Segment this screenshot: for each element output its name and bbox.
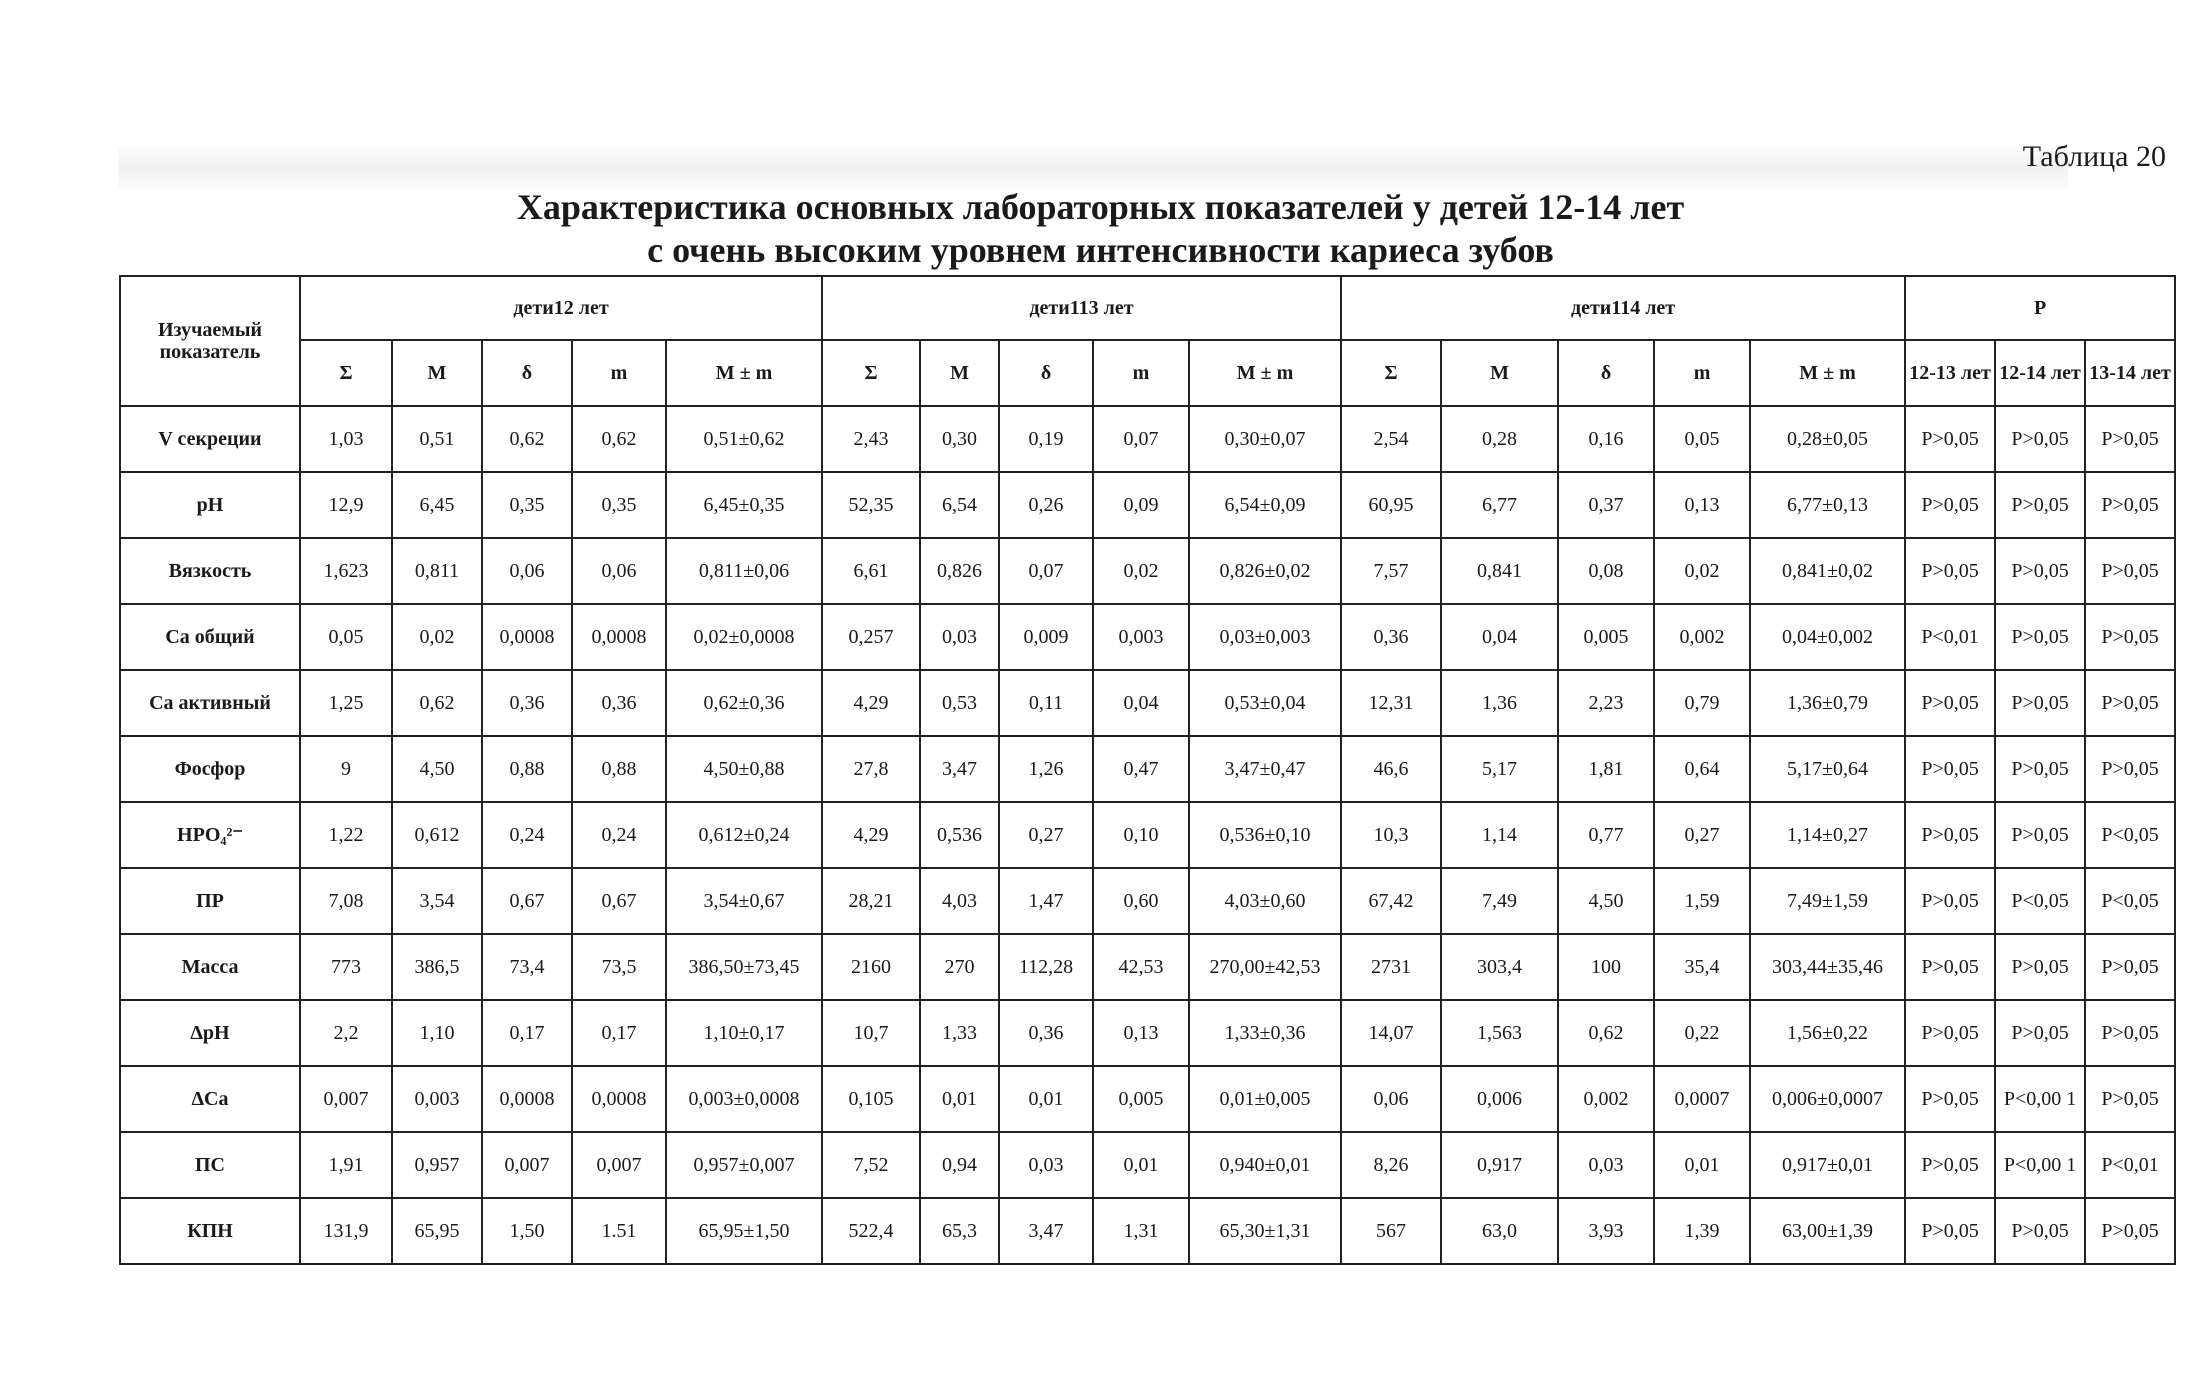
table-row	[120, 1132, 2175, 1198]
value-cell: 303,44±35,46	[1750, 934, 1905, 1000]
value-cell: 0,19	[999, 406, 1093, 472]
table-row	[120, 604, 2175, 670]
value-cell: 0,24	[572, 802, 666, 868]
p-value-cell: P>0,05	[1905, 1000, 1995, 1066]
value-cell: 0,03	[1558, 1132, 1654, 1198]
value-cell: 100	[1558, 934, 1654, 1000]
value-cell: 1,50	[482, 1198, 572, 1264]
value-cell: 0,51	[392, 406, 482, 472]
value-cell: 0,04±0,002	[1750, 604, 1905, 670]
value-cell: 27,8	[822, 736, 920, 802]
row-parameter-name: ПС	[120, 1132, 300, 1198]
value-cell: 3,47	[999, 1198, 1093, 1264]
value-cell: 0,02	[1654, 538, 1750, 604]
value-cell: 0,957±0,007	[666, 1132, 822, 1198]
row-parameter-name: pH	[120, 472, 300, 538]
row-parameter-name: ΔpH	[120, 1000, 300, 1066]
value-cell: 3,54±0,67	[666, 868, 822, 934]
value-cell: 0,47	[1093, 736, 1189, 802]
value-cell: 0,002	[1558, 1066, 1654, 1132]
value-cell: 0,003±0,0008	[666, 1066, 822, 1132]
p-value-cell: P>0,05	[2085, 472, 2175, 538]
value-cell: 522,4	[822, 1198, 920, 1264]
value-cell: 1,14±0,27	[1750, 802, 1905, 868]
value-cell: 5,17	[1441, 736, 1558, 802]
value-cell: 0,08	[1558, 538, 1654, 604]
value-cell: 1,10	[392, 1000, 482, 1066]
row-parameter-name: КПН	[120, 1198, 300, 1264]
value-cell: 1,26	[999, 736, 1093, 802]
value-cell: 4,50	[1558, 868, 1654, 934]
value-cell: 5,17±0,64	[1750, 736, 1905, 802]
table-row	[120, 934, 2175, 1000]
value-cell: 1,25	[300, 670, 392, 736]
value-cell: 2160	[822, 934, 920, 1000]
value-cell: 46,6	[1341, 736, 1441, 802]
value-cell: 0,06	[1341, 1066, 1441, 1132]
p-value-cell: P>0,05	[2085, 934, 2175, 1000]
value-cell: 0,17	[572, 1000, 666, 1066]
value-cell: 0,88	[572, 736, 666, 802]
value-cell: 2731	[1341, 934, 1441, 1000]
value-cell: 10,3	[1341, 802, 1441, 868]
value-cell: 0,64	[1654, 736, 1750, 802]
value-cell: 0,02	[1093, 538, 1189, 604]
value-cell: 1,36±0,79	[1750, 670, 1905, 736]
value-cell: 0,105	[822, 1066, 920, 1132]
table-row	[120, 472, 2175, 538]
value-cell: 112,28	[999, 934, 1093, 1000]
value-cell: 0,51±0,62	[666, 406, 822, 472]
value-cell: 0,811±0,06	[666, 538, 822, 604]
table-row	[120, 1066, 2175, 1132]
p-value-cell: P>0,05	[1995, 802, 2085, 868]
value-cell: 67,42	[1341, 868, 1441, 934]
value-cell: 0,30	[920, 406, 999, 472]
p-value-cell: P>0,05	[1905, 1198, 1995, 1264]
header-delta: δ	[999, 340, 1093, 406]
value-cell: 52,35	[822, 472, 920, 538]
p-value-cell: P>0,05	[1995, 406, 2085, 472]
value-cell: 0,13	[1654, 472, 1750, 538]
value-cell: 0,27	[999, 802, 1093, 868]
p-value-cell: P>0,05	[1905, 670, 1995, 736]
value-cell: 0,24	[482, 802, 572, 868]
value-cell: 7,49±1,59	[1750, 868, 1905, 934]
value-cell: 0,88	[482, 736, 572, 802]
value-cell: 0,612	[392, 802, 482, 868]
value-cell: 0,007	[300, 1066, 392, 1132]
value-cell: 4,50±0,88	[666, 736, 822, 802]
value-cell: 0,01	[999, 1066, 1093, 1132]
value-cell: 0,77	[1558, 802, 1654, 868]
value-cell: 0,01	[920, 1066, 999, 1132]
value-cell: 2,54	[1341, 406, 1441, 472]
value-cell: 0,826±0,02	[1189, 538, 1341, 604]
value-cell: 4,29	[822, 670, 920, 736]
value-cell: 6,54	[920, 472, 999, 538]
header-group-13: дети113 лет	[822, 276, 1341, 340]
table-title-line-2: с очень высоким уровнем интенсивности кариеса зубов	[647, 230, 1554, 270]
value-cell: 0,27	[1654, 802, 1750, 868]
table-body	[120, 406, 2175, 1264]
value-cell: 0,11	[999, 670, 1093, 736]
p-value-cell: P>0,05	[1995, 538, 2085, 604]
value-cell: 0,005	[1558, 604, 1654, 670]
lab-results-table	[119, 275, 2176, 1265]
scan-artifact	[118, 148, 2068, 188]
value-cell: 0,05	[1654, 406, 1750, 472]
value-cell: 0,06	[572, 538, 666, 604]
value-cell: 303,4	[1441, 934, 1558, 1000]
header-delta: δ	[482, 340, 572, 406]
header-mean-pm: M ± m	[666, 340, 822, 406]
value-cell: 0,30±0,07	[1189, 406, 1341, 472]
value-cell: 0,28	[1441, 406, 1558, 472]
value-cell: 0,006±0,0007	[1750, 1066, 1905, 1132]
p-value-cell: P>0,05	[1905, 538, 1995, 604]
value-cell: 1,33	[920, 1000, 999, 1066]
value-cell: 9	[300, 736, 392, 802]
value-cell: 0,26	[999, 472, 1093, 538]
value-cell: 0,36	[999, 1000, 1093, 1066]
p-value-cell: P>0,05	[1905, 934, 1995, 1000]
p-value-cell: P>0,05	[1995, 736, 2085, 802]
header-group-12: дети12 лет	[300, 276, 822, 340]
table-row	[120, 1198, 2175, 1264]
value-cell: 0,79	[1654, 670, 1750, 736]
value-cell: 3,47±0,47	[1189, 736, 1341, 802]
value-cell: 0,04	[1093, 670, 1189, 736]
row-parameter-name: Вязкость	[120, 538, 300, 604]
value-cell: 0,841	[1441, 538, 1558, 604]
value-cell: 28,21	[822, 868, 920, 934]
header-p: P	[1905, 276, 2175, 340]
header-mean-pm: M ± m	[1750, 340, 1905, 406]
value-cell: 0,36	[572, 670, 666, 736]
value-cell: 0,03	[920, 604, 999, 670]
header-p-13-14: 13-14 лет	[2085, 340, 2175, 406]
value-cell: 6,45	[392, 472, 482, 538]
value-cell: 4,03±0,60	[1189, 868, 1341, 934]
value-cell: 3,47	[920, 736, 999, 802]
row-parameter-name: ΔCa	[120, 1066, 300, 1132]
value-cell: 65,95	[392, 1198, 482, 1264]
header-mean: M	[920, 340, 999, 406]
value-cell: 1,91	[300, 1132, 392, 1198]
value-cell: 0,36	[1341, 604, 1441, 670]
p-value-cell: P>0,05	[1905, 1066, 1995, 1132]
p-value-cell: P>0,05	[1995, 670, 2085, 736]
value-cell: 63,00±1,39	[1750, 1198, 1905, 1264]
value-cell: 0,37	[1558, 472, 1654, 538]
value-cell: 12,9	[300, 472, 392, 538]
value-cell: 1,623	[300, 538, 392, 604]
table-row	[120, 868, 2175, 934]
value-cell: 0,536±0,10	[1189, 802, 1341, 868]
p-value-cell: P>0,05	[2085, 1198, 2175, 1264]
value-cell: 0,612±0,24	[666, 802, 822, 868]
value-cell: 63,0	[1441, 1198, 1558, 1264]
value-cell: 14,07	[1341, 1000, 1441, 1066]
value-cell: 6,45±0,35	[666, 472, 822, 538]
row-parameter-name: HPO₄²⁻	[120, 802, 300, 868]
value-cell: 1,39	[1654, 1198, 1750, 1264]
value-cell: 773	[300, 934, 392, 1000]
header-group-14: дети114 лет	[1341, 276, 1905, 340]
value-cell: 0,62	[572, 406, 666, 472]
value-cell: 73,4	[482, 934, 572, 1000]
p-value-cell: P>0,05	[2085, 1000, 2175, 1066]
value-cell: 0,0008	[482, 604, 572, 670]
value-cell: 0,01	[1093, 1132, 1189, 1198]
p-value-cell: P>0,05	[1995, 1000, 2085, 1066]
value-cell: 1.51	[572, 1198, 666, 1264]
value-cell: 4,29	[822, 802, 920, 868]
table-row	[120, 736, 2175, 802]
p-value-cell: P>0,05	[2085, 406, 2175, 472]
value-cell: 567	[1341, 1198, 1441, 1264]
value-cell: 0,36	[482, 670, 572, 736]
value-cell: 1,14	[1441, 802, 1558, 868]
p-value-cell: P<0,00 1	[1995, 1066, 2085, 1132]
value-cell: 6,61	[822, 538, 920, 604]
table-row	[120, 802, 2175, 868]
value-cell: 0,02	[392, 604, 482, 670]
header-sum: Σ	[1341, 340, 1441, 406]
value-cell: 0,17	[482, 1000, 572, 1066]
value-cell: 12,31	[1341, 670, 1441, 736]
table-row	[120, 406, 2175, 472]
value-cell: 6,77±0,13	[1750, 472, 1905, 538]
value-cell: 1,563	[1441, 1000, 1558, 1066]
p-value-cell: P<0,05	[2085, 802, 2175, 868]
header-m: m	[1654, 340, 1750, 406]
value-cell: 7,52	[822, 1132, 920, 1198]
value-cell: 1,03	[300, 406, 392, 472]
value-cell: 0,03	[999, 1132, 1093, 1198]
value-cell: 0,09	[1093, 472, 1189, 538]
table-row	[120, 1000, 2175, 1066]
value-cell: 3,54	[392, 868, 482, 934]
p-value-cell: P>0,05	[1995, 604, 2085, 670]
value-cell: 0,35	[482, 472, 572, 538]
header-param: Изучаемый показатель	[120, 276, 300, 406]
value-cell: 0,62	[392, 670, 482, 736]
header-mean: M	[392, 340, 482, 406]
header-mean-pm: M ± m	[1189, 340, 1341, 406]
p-value-cell: P<0,01	[2085, 1132, 2175, 1198]
value-cell: 0,007	[572, 1132, 666, 1198]
value-cell: 0,16	[1558, 406, 1654, 472]
p-value-cell: P>0,05	[1905, 736, 1995, 802]
row-parameter-name: Са активный	[120, 670, 300, 736]
value-cell: 7,57	[1341, 538, 1441, 604]
value-cell: 0,01±0,005	[1189, 1066, 1341, 1132]
p-value-cell: P>0,05	[2085, 670, 2175, 736]
value-cell: 270	[920, 934, 999, 1000]
value-cell: 270,00±42,53	[1189, 934, 1341, 1000]
table-row	[120, 538, 2175, 604]
value-cell: 0,94	[920, 1132, 999, 1198]
value-cell: 0,0008	[572, 604, 666, 670]
value-cell: 4,50	[392, 736, 482, 802]
p-value-cell: P<0,00 1	[1995, 1132, 2085, 1198]
value-cell: 0,10	[1093, 802, 1189, 868]
value-cell: 1,56±0,22	[1750, 1000, 1905, 1066]
value-cell: 0,22	[1654, 1000, 1750, 1066]
value-cell: 0,002	[1654, 604, 1750, 670]
header-p-12-13: 12-13 лет	[1905, 340, 1995, 406]
row-parameter-name: Фосфор	[120, 736, 300, 802]
value-cell: 131,9	[300, 1198, 392, 1264]
header-delta: δ	[1558, 340, 1654, 406]
value-cell: 0,60	[1093, 868, 1189, 934]
value-cell: 0,67	[572, 868, 666, 934]
value-cell: 1,33±0,36	[1189, 1000, 1341, 1066]
value-cell: 42,53	[1093, 934, 1189, 1000]
value-cell: 0,940±0,01	[1189, 1132, 1341, 1198]
value-cell: 10,7	[822, 1000, 920, 1066]
value-cell: 6,54±0,09	[1189, 472, 1341, 538]
table-row	[120, 670, 2175, 736]
header-p-12-14: 12-14 лет	[1995, 340, 2085, 406]
value-cell: 0,01	[1654, 1132, 1750, 1198]
p-value-cell: P>0,05	[1995, 472, 2085, 538]
p-value-cell: P>0,05	[1995, 1198, 2085, 1264]
value-cell: 0,917±0,01	[1750, 1132, 1905, 1198]
value-cell: 0,006	[1441, 1066, 1558, 1132]
header-sum: Σ	[822, 340, 920, 406]
value-cell: 0,826	[920, 538, 999, 604]
value-cell: 0,67	[482, 868, 572, 934]
row-parameter-name: ПР	[120, 868, 300, 934]
p-value-cell: P<0,01	[1905, 604, 1995, 670]
p-value-cell: P>0,05	[2085, 604, 2175, 670]
value-cell: 0,62	[1558, 1000, 1654, 1066]
value-cell: 65,3	[920, 1198, 999, 1264]
value-cell: 0,02±0,0008	[666, 604, 822, 670]
value-cell: 6,77	[1441, 472, 1558, 538]
value-cell: 1,10±0,17	[666, 1000, 822, 1066]
value-cell: 0,04	[1441, 604, 1558, 670]
value-cell: 7,49	[1441, 868, 1558, 934]
value-cell: 0,13	[1093, 1000, 1189, 1066]
value-cell: 0,536	[920, 802, 999, 868]
value-cell: 8,26	[1341, 1132, 1441, 1198]
value-cell: 1,22	[300, 802, 392, 868]
value-cell: 0,62±0,36	[666, 670, 822, 736]
p-value-cell: P<0,05	[2085, 868, 2175, 934]
value-cell: 0,009	[999, 604, 1093, 670]
value-cell: 0,0008	[572, 1066, 666, 1132]
value-cell: 0,005	[1093, 1066, 1189, 1132]
value-cell: 2,23	[1558, 670, 1654, 736]
value-cell: 0,841±0,02	[1750, 538, 1905, 604]
row-parameter-name: Масса	[120, 934, 300, 1000]
value-cell: 2,43	[822, 406, 920, 472]
p-value-cell: P>0,05	[2085, 736, 2175, 802]
table-number: Таблица 20	[2022, 140, 2166, 173]
value-cell: 0,917	[1441, 1132, 1558, 1198]
value-cell: 0,007	[482, 1132, 572, 1198]
header-mean: M	[1441, 340, 1558, 406]
value-cell: 1,31	[1093, 1198, 1189, 1264]
value-cell: 386,50±73,45	[666, 934, 822, 1000]
header-sum: Σ	[300, 340, 392, 406]
value-cell: 60,95	[1341, 472, 1441, 538]
value-cell: 386,5	[392, 934, 482, 1000]
value-cell: 0,03±0,003	[1189, 604, 1341, 670]
header-m: m	[572, 340, 666, 406]
value-cell: 65,95±1,50	[666, 1198, 822, 1264]
value-cell: 0,0007	[1654, 1066, 1750, 1132]
row-parameter-name: V секреции	[120, 406, 300, 472]
value-cell: 0,06	[482, 538, 572, 604]
value-cell: 0,0008	[482, 1066, 572, 1132]
value-cell: 0,05	[300, 604, 392, 670]
value-cell: 4,03	[920, 868, 999, 934]
p-value-cell: P>0,05	[1905, 1132, 1995, 1198]
value-cell: 2,2	[300, 1000, 392, 1066]
value-cell: 0,003	[392, 1066, 482, 1132]
p-value-cell: P>0,05	[2085, 538, 2175, 604]
p-value-cell: P>0,05	[2085, 1066, 2175, 1132]
value-cell: 1,36	[1441, 670, 1558, 736]
value-cell: 7,08	[300, 868, 392, 934]
p-value-cell: P>0,05	[1905, 406, 1995, 472]
value-cell: 0,28±0,05	[1750, 406, 1905, 472]
value-cell: 0,07	[999, 538, 1093, 604]
p-value-cell: P>0,05	[1995, 934, 2085, 1000]
value-cell: 1,59	[1654, 868, 1750, 934]
value-cell: 0,957	[392, 1132, 482, 1198]
header-m: m	[1093, 340, 1189, 406]
table-title-line-1: Характеристика основных лабораторных показателей у детей 12-14 лет	[516, 187, 1685, 227]
row-parameter-name: Са общий	[120, 604, 300, 670]
value-cell: 0,003	[1093, 604, 1189, 670]
value-cell: 0,257	[822, 604, 920, 670]
p-value-cell: P>0,05	[1905, 868, 1995, 934]
value-cell: 0,811	[392, 538, 482, 604]
p-value-cell: P>0,05	[1905, 472, 1995, 538]
value-cell: 0,53	[920, 670, 999, 736]
value-cell: 0,07	[1093, 406, 1189, 472]
value-cell: 3,93	[1558, 1198, 1654, 1264]
value-cell: 0,35	[572, 472, 666, 538]
value-cell: 0,53±0,04	[1189, 670, 1341, 736]
value-cell: 65,30±1,31	[1189, 1198, 1341, 1264]
value-cell: 35,4	[1654, 934, 1750, 1000]
p-value-cell: P>0,05	[1905, 802, 1995, 868]
value-cell: 1,81	[1558, 736, 1654, 802]
p-value-cell: P<0,05	[1995, 868, 2085, 934]
value-cell: 1,47	[999, 868, 1093, 934]
value-cell: 73,5	[572, 934, 666, 1000]
value-cell: 0,62	[482, 406, 572, 472]
